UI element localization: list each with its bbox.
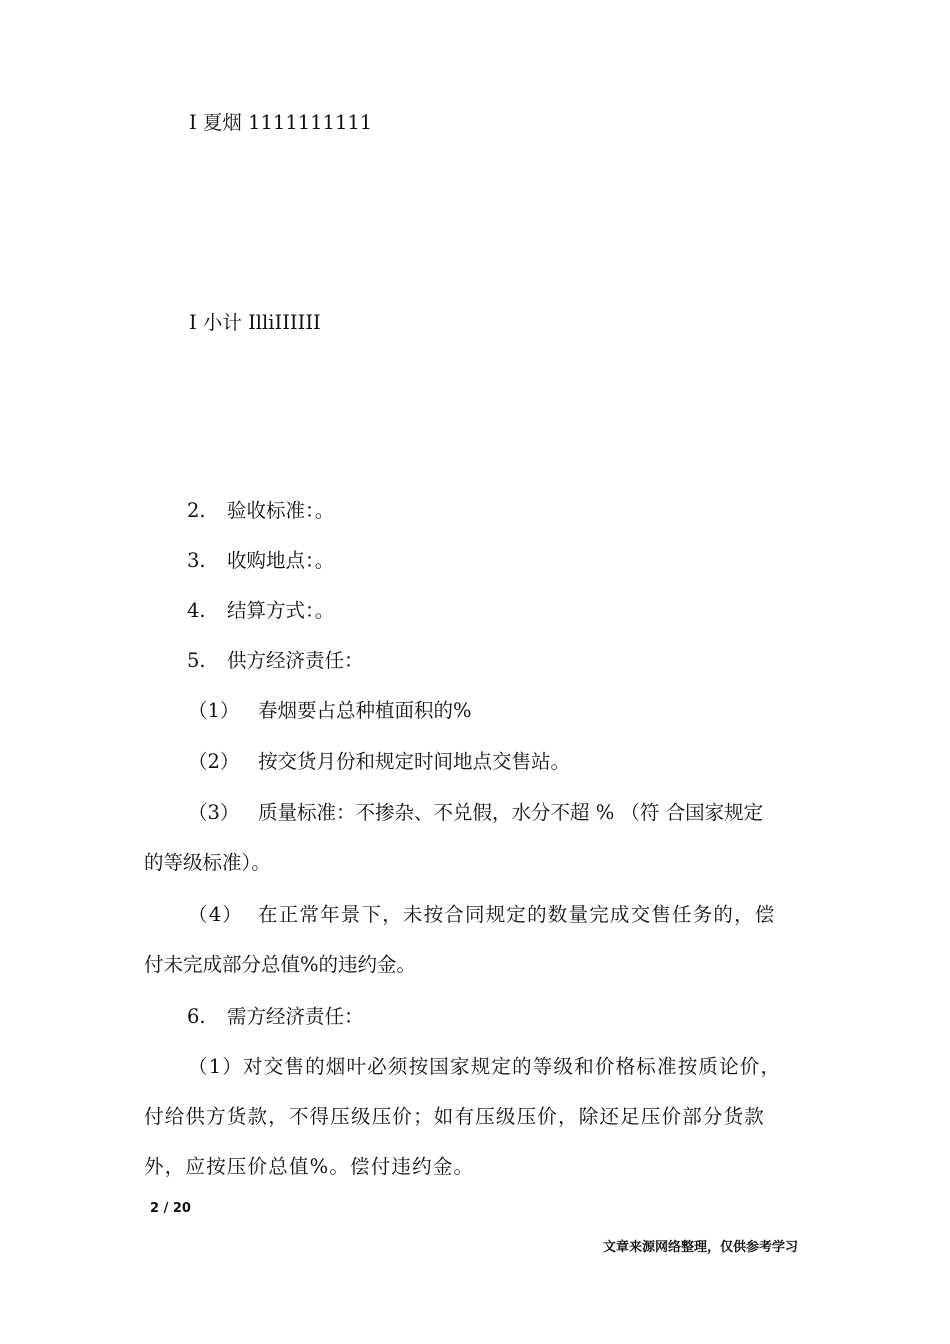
item-acceptance-standard	[187, 498, 334, 524]
supplier-clause-1	[188, 698, 472, 724]
clause-number: （3）	[188, 801, 240, 824]
table-row-subtotal: I 小计 IlliIIIIII	[189, 311, 321, 334]
item-number: 4.	[187, 599, 206, 622]
item-text: 需方经济责任：	[227, 1005, 364, 1028]
item-number: 2.	[187, 499, 206, 522]
table-row-summer-tobacco: I 夏烟 1111111111	[189, 111, 373, 134]
item-settlement-method	[187, 598, 334, 624]
item-text: 结算方式：。	[227, 599, 335, 622]
buyer-clause-1: （1）对交售的烟叶必须按国家规定的等级和价格标准按质论价，	[188, 1055, 782, 1078]
supplier-clause-4	[188, 902, 776, 928]
item-text: 供方经济责任：	[227, 649, 364, 672]
item-text: 收购地点：。	[227, 549, 335, 572]
page-number: 2 / 20	[150, 1201, 191, 1216]
clause-number: （1）	[188, 699, 240, 722]
clause-text: 在正常年景下，未按合同规定的数量完成交售任务的，偿	[258, 903, 776, 926]
item-purchase-location	[187, 548, 334, 574]
supplier-clause-2	[188, 749, 570, 775]
clause-number: （4）	[188, 903, 244, 926]
item-supplier-responsibility	[187, 648, 364, 674]
clause-text: 质量标准：不掺杂、不兑假，水分不超 % （符 合国家规定	[258, 801, 764, 824]
buyer-clause-1-line-3: 外，应按压价总值%。偿付违约金。	[144, 1155, 475, 1178]
item-number: 5.	[187, 649, 206, 672]
supplier-clause-4-continued: 付未完成部分总值%的违约金。	[144, 953, 417, 976]
item-number: 3.	[187, 549, 206, 572]
supplier-clause-3-continued: 的等级标准）。	[144, 851, 271, 874]
buyer-clause-1-line-2: 付给供方货款，不得压级压价；如有压级压价，除还足压价部分货款	[144, 1105, 766, 1128]
clause-text: 按交货月份和规定时间地点交售站。	[258, 750, 571, 773]
item-number: 6.	[187, 1005, 206, 1028]
item-buyer-responsibility	[187, 1004, 364, 1030]
item-text: 验收标准：。	[227, 499, 335, 522]
source-note: 文章来源网络整理，仅供参考学习	[603, 1240, 799, 1255]
clause-number: （2）	[188, 750, 240, 773]
supplier-clause-3	[188, 800, 763, 826]
clause-text: 春烟要占总种植面积的%	[258, 699, 472, 722]
